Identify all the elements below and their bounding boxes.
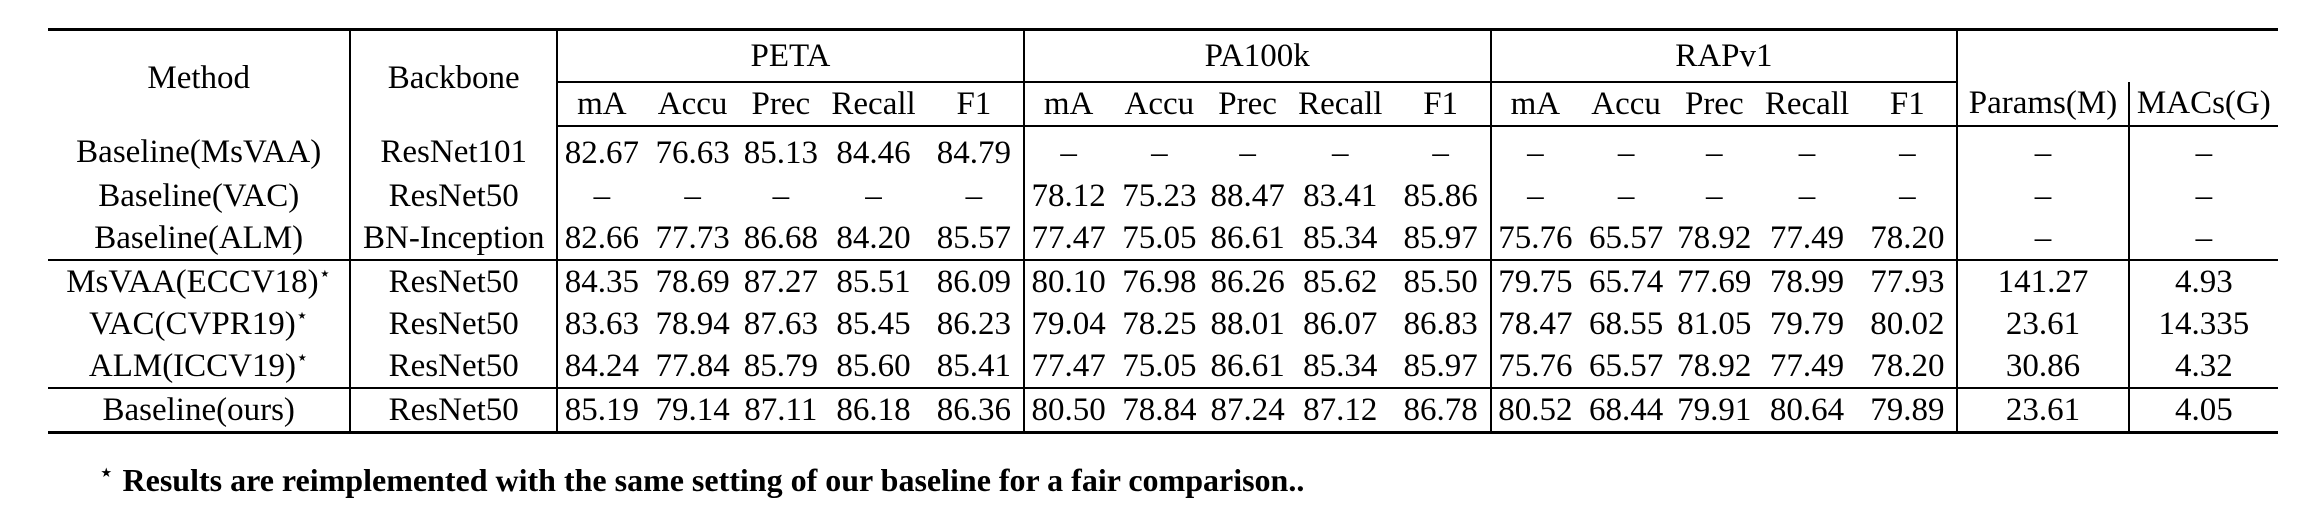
footnote-text: Results are reimplemented with the same setting of our baseline for a fair comparison..: [122, 462, 1305, 498]
metric-cell: 88.47: [1210, 177, 1285, 214]
metric-cell: –: [1858, 175, 1957, 217]
metric-cell: 77.47: [1024, 217, 1113, 260]
metric-cell: 78.12: [1031, 177, 1106, 214]
metric-cell: 80.64: [1756, 388, 1859, 433]
macs-cell: –: [2195, 177, 2213, 214]
metric-cell: 76.63: [655, 134, 730, 171]
macs-cell: 4.32: [2129, 345, 2278, 388]
metric-cell: 85.41: [925, 345, 1024, 388]
metric-cell: 86.18: [822, 388, 925, 433]
metric-cell: –: [593, 177, 611, 214]
metric-cell: 78.84: [1113, 388, 1207, 433]
method-cell: [48, 126, 350, 175]
metric-cell: –: [1151, 134, 1168, 171]
group-header-pa100k: PA100k: [1024, 30, 1491, 83]
metric-cell: 65.57: [1579, 217, 1673, 260]
metric-header: Accu: [1113, 82, 1207, 126]
params-cell: –: [1957, 217, 2128, 260]
method-name: Baseline(MsVAA): [76, 134, 322, 170]
metric-cell: 68.44: [1579, 388, 1673, 433]
group-header-row: [48, 30, 2278, 83]
params-header: Params(M): [1957, 82, 2128, 126]
metric-cell: 87.11: [739, 388, 822, 433]
metric-header: Recall: [822, 82, 925, 126]
metric-cell: 86.23: [925, 303, 1024, 345]
metric-cell: –: [1617, 177, 1635, 214]
metric-cell: 84.46: [836, 134, 911, 171]
metric-cell: –: [1617, 134, 1635, 171]
backbone-cell: ResNet50: [350, 388, 557, 433]
metric-cell: –: [1392, 126, 1491, 175]
metric-cell: 81.05: [1677, 305, 1752, 342]
metric-cell: –: [1527, 177, 1544, 214]
metric-cell: 78.47: [1498, 305, 1573, 342]
method-cell: [48, 303, 350, 345]
reimplemented-star-marker: ⋆: [296, 346, 309, 369]
metric-cell: 86.61: [1206, 217, 1289, 260]
macs-cell: 4.05: [2129, 388, 2278, 433]
group-header-blank: [1957, 30, 2128, 83]
metric-cell: 65.57: [1579, 345, 1673, 388]
metric-cell: –: [1332, 134, 1349, 171]
metric-cell: 82.67: [564, 134, 640, 171]
metric-cell: 79.89: [1858, 388, 1957, 433]
metric-cell: 84.35: [564, 263, 640, 300]
metric-cell: 87.63: [743, 305, 818, 342]
metric-cell: 85.19: [557, 388, 646, 433]
metric-cell: 77.84: [646, 345, 740, 388]
metric-header: F1: [1858, 82, 1957, 126]
metric-cell: 85.97: [1392, 345, 1491, 388]
metric-cell: 78.92: [1673, 345, 1756, 388]
metric-cell: 80.02: [1858, 303, 1957, 345]
params-cell: 141.27: [1957, 260, 2128, 303]
metric-cell: –: [1798, 177, 1816, 214]
metric-cell: 85.86: [1392, 175, 1491, 217]
metric-cell: 68.55: [1588, 305, 1664, 342]
metric-cell: 86.61: [1206, 345, 1289, 388]
metric-cell: 75.76: [1491, 345, 1580, 388]
results-table: [48, 28, 2278, 434]
metric-cell: 78.69: [655, 263, 730, 300]
table-body: [48, 126, 2278, 433]
metric-cell: 85.50: [1392, 260, 1491, 303]
metric-cell: 88.01: [1210, 305, 1285, 342]
metric-header: Recall: [1756, 82, 1859, 126]
metric-cell: 85.62: [1303, 263, 1378, 300]
metric-cell: 80.10: [1031, 263, 1106, 300]
metric-cell: 77.49: [1756, 345, 1859, 388]
metric-cell: 86.68: [739, 217, 822, 260]
backbone-header: Backbone: [350, 30, 557, 127]
metric-cell: 83.41: [1303, 177, 1378, 214]
metric-cell: 78.25: [1122, 305, 1197, 342]
metric-cell: –: [925, 175, 1024, 217]
metric-header: F1: [1392, 82, 1491, 126]
metric-cell: 79.79: [1769, 305, 1845, 342]
metric-header: F1: [925, 82, 1024, 126]
metric-header: mA: [1491, 82, 1580, 126]
metric-cell: 79.14: [646, 388, 740, 433]
metric-cell: 78.94: [655, 305, 730, 342]
metric-cell: 75.05: [1113, 345, 1207, 388]
metric-cell: 77.93: [1858, 260, 1957, 303]
metric-cell: 82.66: [557, 217, 646, 260]
metric-cell: 86.07: [1303, 305, 1378, 342]
metric-cell: 85.45: [836, 305, 911, 342]
footnote: [100, 462, 1304, 499]
metric-cell: 86.09: [925, 260, 1024, 303]
metric-cell: 79.91: [1673, 388, 1756, 433]
metric-cell: 77.69: [1677, 263, 1752, 300]
backbone-cell: ResNet50: [350, 345, 557, 388]
metric-cell: –: [1706, 134, 1723, 171]
metric-cell: –: [1706, 177, 1723, 214]
macs-cell: 14.335: [2158, 305, 2250, 342]
method-name: Baseline(VAC): [98, 177, 300, 214]
metric-cell: –: [1858, 126, 1957, 175]
method-cell: [48, 175, 350, 217]
metric-cell: 77.73: [646, 217, 740, 260]
method-name: ALM(ICCV19): [88, 347, 297, 384]
metric-cell: 87.24: [1206, 388, 1289, 433]
metric-cell: 80.50: [1024, 388, 1113, 433]
metric-header: Recall: [1289, 82, 1392, 126]
metric-header: Accu: [646, 82, 740, 126]
macs-cell: –: [2129, 217, 2278, 260]
metric-cell: 86.83: [1392, 303, 1491, 345]
params-cell: –: [1957, 175, 2128, 217]
metric-header: mA: [1024, 82, 1113, 126]
metric-cell: 78.99: [1769, 263, 1845, 300]
metric-header: Prec: [1206, 82, 1289, 126]
metric-cell: 87.12: [1289, 388, 1392, 433]
method-cell: [48, 217, 350, 260]
table-row: [48, 217, 2278, 260]
table-row: [48, 175, 2278, 217]
table-row: [48, 260, 2278, 303]
metric-header: Prec: [1673, 82, 1756, 126]
table-row: [48, 303, 2278, 345]
method-cell: [48, 260, 350, 303]
method-header: Method: [48, 30, 350, 127]
backbone-cell: ResNet50: [350, 260, 557, 303]
metric-cell: 79.75: [1498, 263, 1573, 300]
table-row: [48, 345, 2278, 388]
metric-header: mA: [557, 82, 646, 126]
group-header-blank: [2129, 30, 2278, 83]
metric-cell: 80.52: [1491, 388, 1580, 433]
metric-cell: 75.23: [1122, 177, 1197, 214]
footnote-marker: ⋆: [100, 462, 113, 484]
method-name: Baseline(ALM): [94, 219, 304, 256]
metric-cell: 78.20: [1858, 345, 1957, 388]
metric-cell: 78.20: [1858, 217, 1957, 260]
method-cell: [48, 388, 350, 433]
backbone-cell: ResNet50: [350, 175, 557, 217]
backbone-cell: ResNet101: [350, 126, 557, 175]
reimplemented-star-marker: ⋆: [318, 262, 332, 285]
metric-cell: 78.92: [1673, 217, 1756, 260]
metric-cell: 83.63: [564, 305, 640, 342]
macs-header: MACs(G): [2129, 82, 2278, 126]
metric-cell: 86.26: [1210, 263, 1285, 300]
metric-cell: –: [865, 177, 882, 214]
metric-cell: 85.57: [925, 217, 1024, 260]
backbone-cell: BN-Inception: [350, 217, 557, 260]
params-cell: 23.61: [1957, 303, 2128, 345]
params-cell: 23.61: [1957, 388, 2128, 433]
params-cell: –: [1957, 126, 2128, 175]
metric-cell: –: [772, 177, 790, 214]
metric-cell: 85.34: [1289, 217, 1392, 260]
metric-cell: –: [1798, 134, 1816, 171]
metric-header: Prec: [739, 82, 822, 126]
metric-cell: 84.20: [822, 217, 925, 260]
method-cell: [48, 345, 350, 388]
metric-cell: 87.27: [743, 263, 818, 300]
table-row: [48, 126, 2278, 175]
reimplemented-star-marker: ⋆: [295, 304, 309, 327]
metric-cell: –: [1060, 134, 1077, 171]
macs-cell: 4.93: [2174, 263, 2233, 300]
method-name: VAC(CVPR19): [89, 305, 296, 342]
metric-cell: 79.04: [1031, 305, 1106, 342]
metric-cell: –: [1239, 134, 1256, 171]
backbone-cell: ResNet50: [350, 303, 557, 345]
metric-cell: 85.34: [1289, 345, 1392, 388]
method-name: MsVAA(ECCV18): [66, 263, 319, 300]
method-name: Baseline(ours): [102, 391, 295, 428]
params-cell: 30.86: [1957, 345, 2128, 388]
metric-cell: 84.79: [925, 126, 1024, 175]
metric-cell: –: [684, 177, 701, 214]
metric-cell: 77.49: [1756, 217, 1859, 260]
metric-cell: 85.97: [1392, 217, 1491, 260]
macs-cell: –: [2195, 134, 2213, 171]
metric-cell: –: [1527, 134, 1544, 171]
table-head: [48, 30, 2278, 127]
metric-cell: 77.47: [1024, 345, 1113, 388]
metric-cell: 65.74: [1588, 263, 1664, 300]
group-header-peta: PETA: [557, 30, 1024, 83]
metric-header: Accu: [1579, 82, 1673, 126]
metric-cell: 84.24: [557, 345, 646, 388]
metric-cell: 75.76: [1491, 217, 1580, 260]
metric-cell: 85.79: [739, 345, 822, 388]
table-row: [48, 388, 2278, 433]
metric-cell: 86.78: [1392, 388, 1491, 433]
metric-cell: 76.98: [1122, 263, 1197, 300]
metric-cell: 85.51: [836, 263, 911, 300]
metric-cell: 85.60: [822, 345, 925, 388]
metric-cell: 75.05: [1113, 217, 1207, 260]
group-header-rapv1: RAPv1: [1491, 30, 1958, 83]
metric-cell: 86.36: [925, 388, 1024, 433]
metric-cell: 85.13: [743, 134, 818, 171]
